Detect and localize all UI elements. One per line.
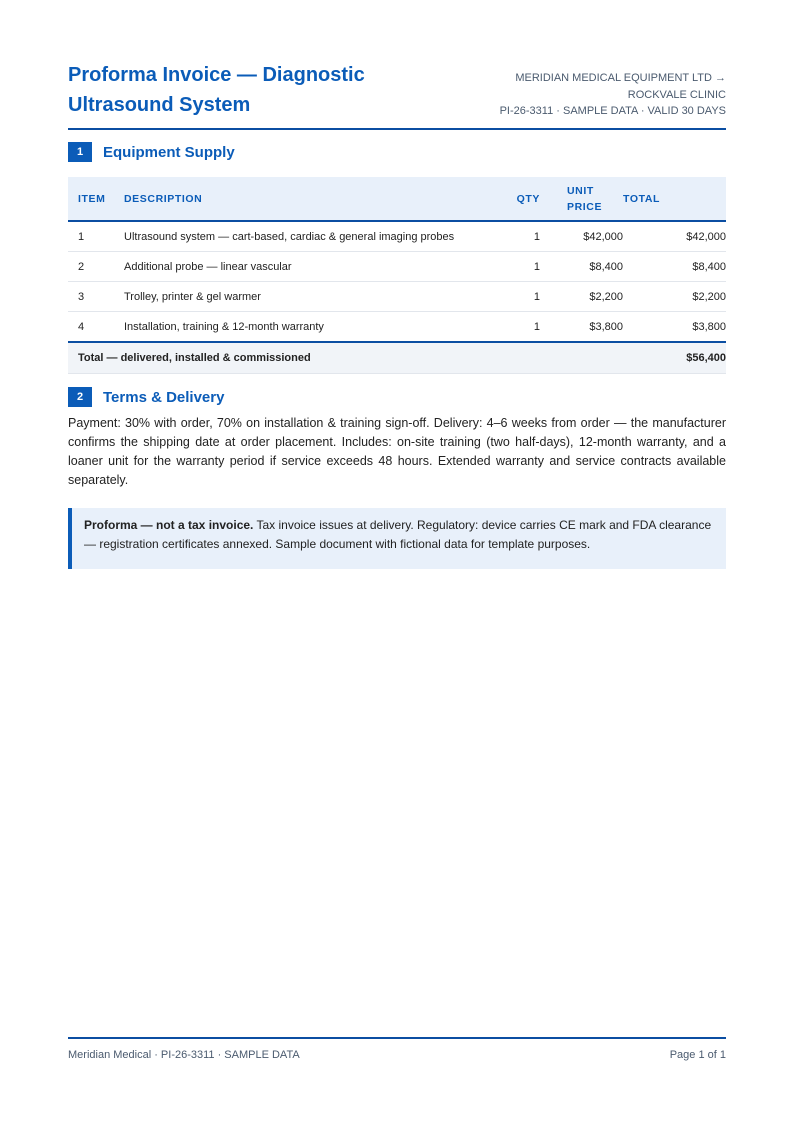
- cell-qty: 1: [484, 312, 567, 343]
- cell-total: $2,200: [623, 282, 726, 312]
- cell-description: Additional probe — linear vascular: [124, 252, 484, 282]
- cell-total: $3,800: [623, 312, 726, 343]
- cell-description: Installation, training & 12-month warranty: [124, 312, 484, 343]
- document-meta: [446, 70, 726, 120]
- meta-recipient-line: ROCKVALE CLINIC: [627, 88, 726, 101]
- total-label: Total — delivered, installed & commissioned: [68, 342, 623, 374]
- cell-description: Trolley, printer & gel warmer: [124, 282, 484, 312]
- cell-qty: 1: [484, 252, 567, 282]
- section-number-badge: 2: [68, 387, 92, 407]
- cell-total: $8,400: [623, 252, 726, 282]
- proforma-notice: [68, 508, 726, 569]
- table-row: [68, 282, 726, 312]
- section-number-badge: 1: [68, 142, 92, 162]
- cell-description: Ultrasound system — cart-based, cardiac & general imaging probes: [124, 221, 484, 252]
- page-title: Proforma Invoice — Diagnostic Ultrasound System: [68, 64, 365, 116]
- cell-unit-price: $42,000: [567, 221, 623, 252]
- section-title: Equipment Supply: [103, 143, 235, 161]
- document-page: [68, 0, 726, 1123]
- cell-total: $42,000: [623, 221, 726, 252]
- cell-unit-price: $8,400: [567, 252, 623, 282]
- column-header-unit-price: [567, 177, 623, 221]
- section-header-equipment: [68, 142, 235, 162]
- unit-price-label: UNIT PRICE: [567, 184, 603, 213]
- table-row: [68, 221, 726, 252]
- column-header-item: ITEM: [68, 177, 124, 221]
- footer-reference: Meridian Medical · PI-26-3311 · SAMPLE DATA: [68, 1049, 300, 1061]
- cell-item: 2: [68, 252, 124, 282]
- cell-unit-price: $3,800: [567, 312, 623, 343]
- cell-qty: 1: [484, 221, 567, 252]
- cell-item: 4: [68, 312, 124, 343]
- terms-paragraph: Payment: 30% with order, 70% on installation & training sign-off. Delivery: 4–6 weeks from order — the manufacturer confirms the shipping date at order placement. Includes: on-site training (two half-days), 12-month warranty, and a loaner unit for the warranty period if service exceeds 48 hours. Extended warranty and service contracts available separately.: [68, 416, 726, 487]
- cell-qty: 1: [484, 282, 567, 312]
- total-value: $56,400: [623, 342, 726, 374]
- notice-heading: Proforma — not a tax invoice.: [84, 518, 254, 532]
- cell-item: 3: [68, 282, 124, 312]
- table-row: [68, 312, 726, 343]
- meta-reference-line: PI-26-3311 · SAMPLE DATA · VALID 30 DAYS: [499, 105, 726, 117]
- page-footer: [68, 1037, 726, 1061]
- column-header-qty: QTY: [484, 177, 567, 221]
- meta-parties-line: MERIDIAN MEDICAL EQUIPMENT LTD →: [515, 72, 726, 84]
- table-row: [68, 252, 726, 282]
- table-total-row: [68, 342, 726, 374]
- equipment-table: [68, 177, 726, 374]
- page-number: Page 1 of 1: [669, 1049, 726, 1061]
- section-title: Terms & Delivery: [103, 388, 225, 406]
- notice-text: Tax invoice issues at delivery. Regulatory: device carries CE mark and FDA clearance — registration certificates annexed. Sample document with fictional data for template purposes.: [84, 518, 712, 551]
- cell-unit-price: $2,200: [567, 282, 623, 312]
- document-header: [68, 60, 726, 130]
- table-header-row: [68, 177, 726, 221]
- cell-item: 1: [68, 221, 124, 252]
- section-header-terms: [68, 387, 224, 407]
- column-header-total: TOTAL: [623, 177, 726, 221]
- column-header-description: DESCRIPTION: [124, 177, 484, 221]
